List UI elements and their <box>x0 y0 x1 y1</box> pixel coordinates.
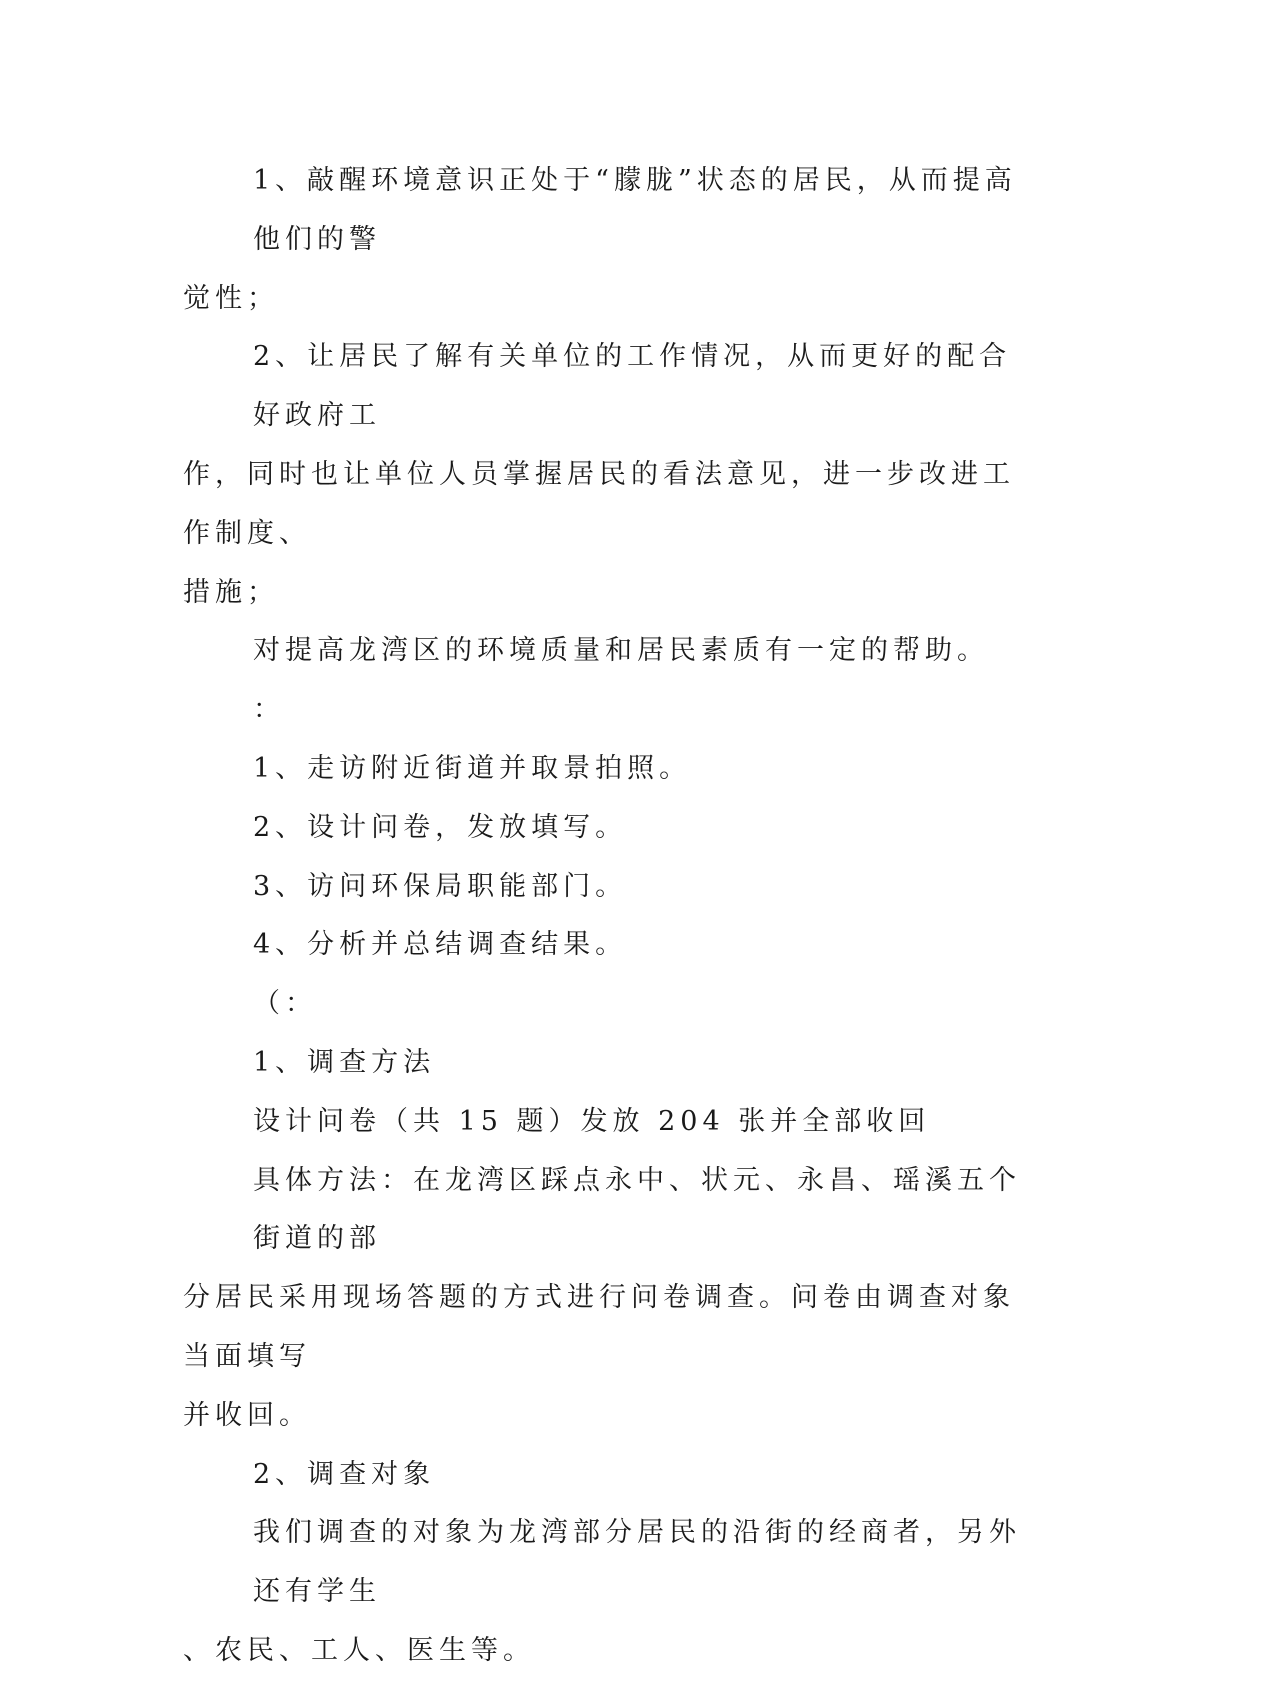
paragraph-questionnaire <box>183 1093 1043 1152</box>
text-line: 具体方法：在龙湾区踩点永中、状元、永昌、瑶溪五个街道的部 <box>253 1164 1021 1255</box>
paragraph-bracket-colon <box>183 975 1043 1034</box>
paragraph-colon <box>183 681 1043 740</box>
paragraph-purpose-2 <box>183 328 1043 622</box>
text-line: 1、走访附近街道并取景拍照。 <box>253 752 692 784</box>
text-line: 设计问卷（共 15 题）发放 204 张并全部收回 <box>253 1105 931 1137</box>
text-line: 3、访问环保局职能部门。 <box>253 870 628 902</box>
text-line: 分居民采用现场答题的方式进行问卷调查。问卷由调查对象当面填写 <box>183 1282 1015 1372</box>
paragraph-step-4 <box>183 916 1043 975</box>
paragraph-purpose-3 <box>183 622 1043 681</box>
paragraph-purpose-1 <box>183 152 1043 328</box>
document-body <box>183 152 1043 1681</box>
text-line: 觉性； <box>183 282 279 314</box>
paragraph-step-2 <box>183 799 1043 858</box>
text-line: 4、分析并总结调查结果。 <box>253 929 628 961</box>
text-line: 并收回。 <box>183 1399 311 1431</box>
text-line: 、农民、工人、医生等。 <box>183 1634 535 1666</box>
text-line: 作，同时也让单位人员掌握居民的看法意见，进一步改进工作制度、 <box>183 458 1015 549</box>
paragraph-step-1 <box>183 740 1043 799</box>
paragraph-step-3 <box>183 858 1043 917</box>
text-line: 2、调查对象 <box>253 1458 436 1490</box>
text-line: 措施； <box>183 576 279 608</box>
text-line: （： <box>253 988 317 1020</box>
text-line: ： <box>253 694 285 726</box>
text-line: 我们调查的对象为龙湾部分居民的沿街的经商者，另外还有学生 <box>253 1517 1021 1608</box>
text-line: 对提高龙湾区的环境质量和居民素质有一定的帮助。 <box>253 635 989 667</box>
heading-survey-method <box>183 1034 1043 1093</box>
text-line: 2、设计问卷，发放填写。 <box>253 811 628 843</box>
paragraph-subjects <box>183 1504 1043 1680</box>
text-line: 1、敲醒环境意识正处于“朦胧”状态的居民，从而提高他们的警 <box>253 165 1017 255</box>
paragraph-specific-method <box>183 1152 1043 1446</box>
text-line: 1、调查方法 <box>253 1046 436 1078</box>
text-line: 2、让居民了解有关单位的工作情况，从而更好的配合好政府工 <box>253 341 1012 432</box>
heading-survey-subjects <box>183 1446 1043 1505</box>
